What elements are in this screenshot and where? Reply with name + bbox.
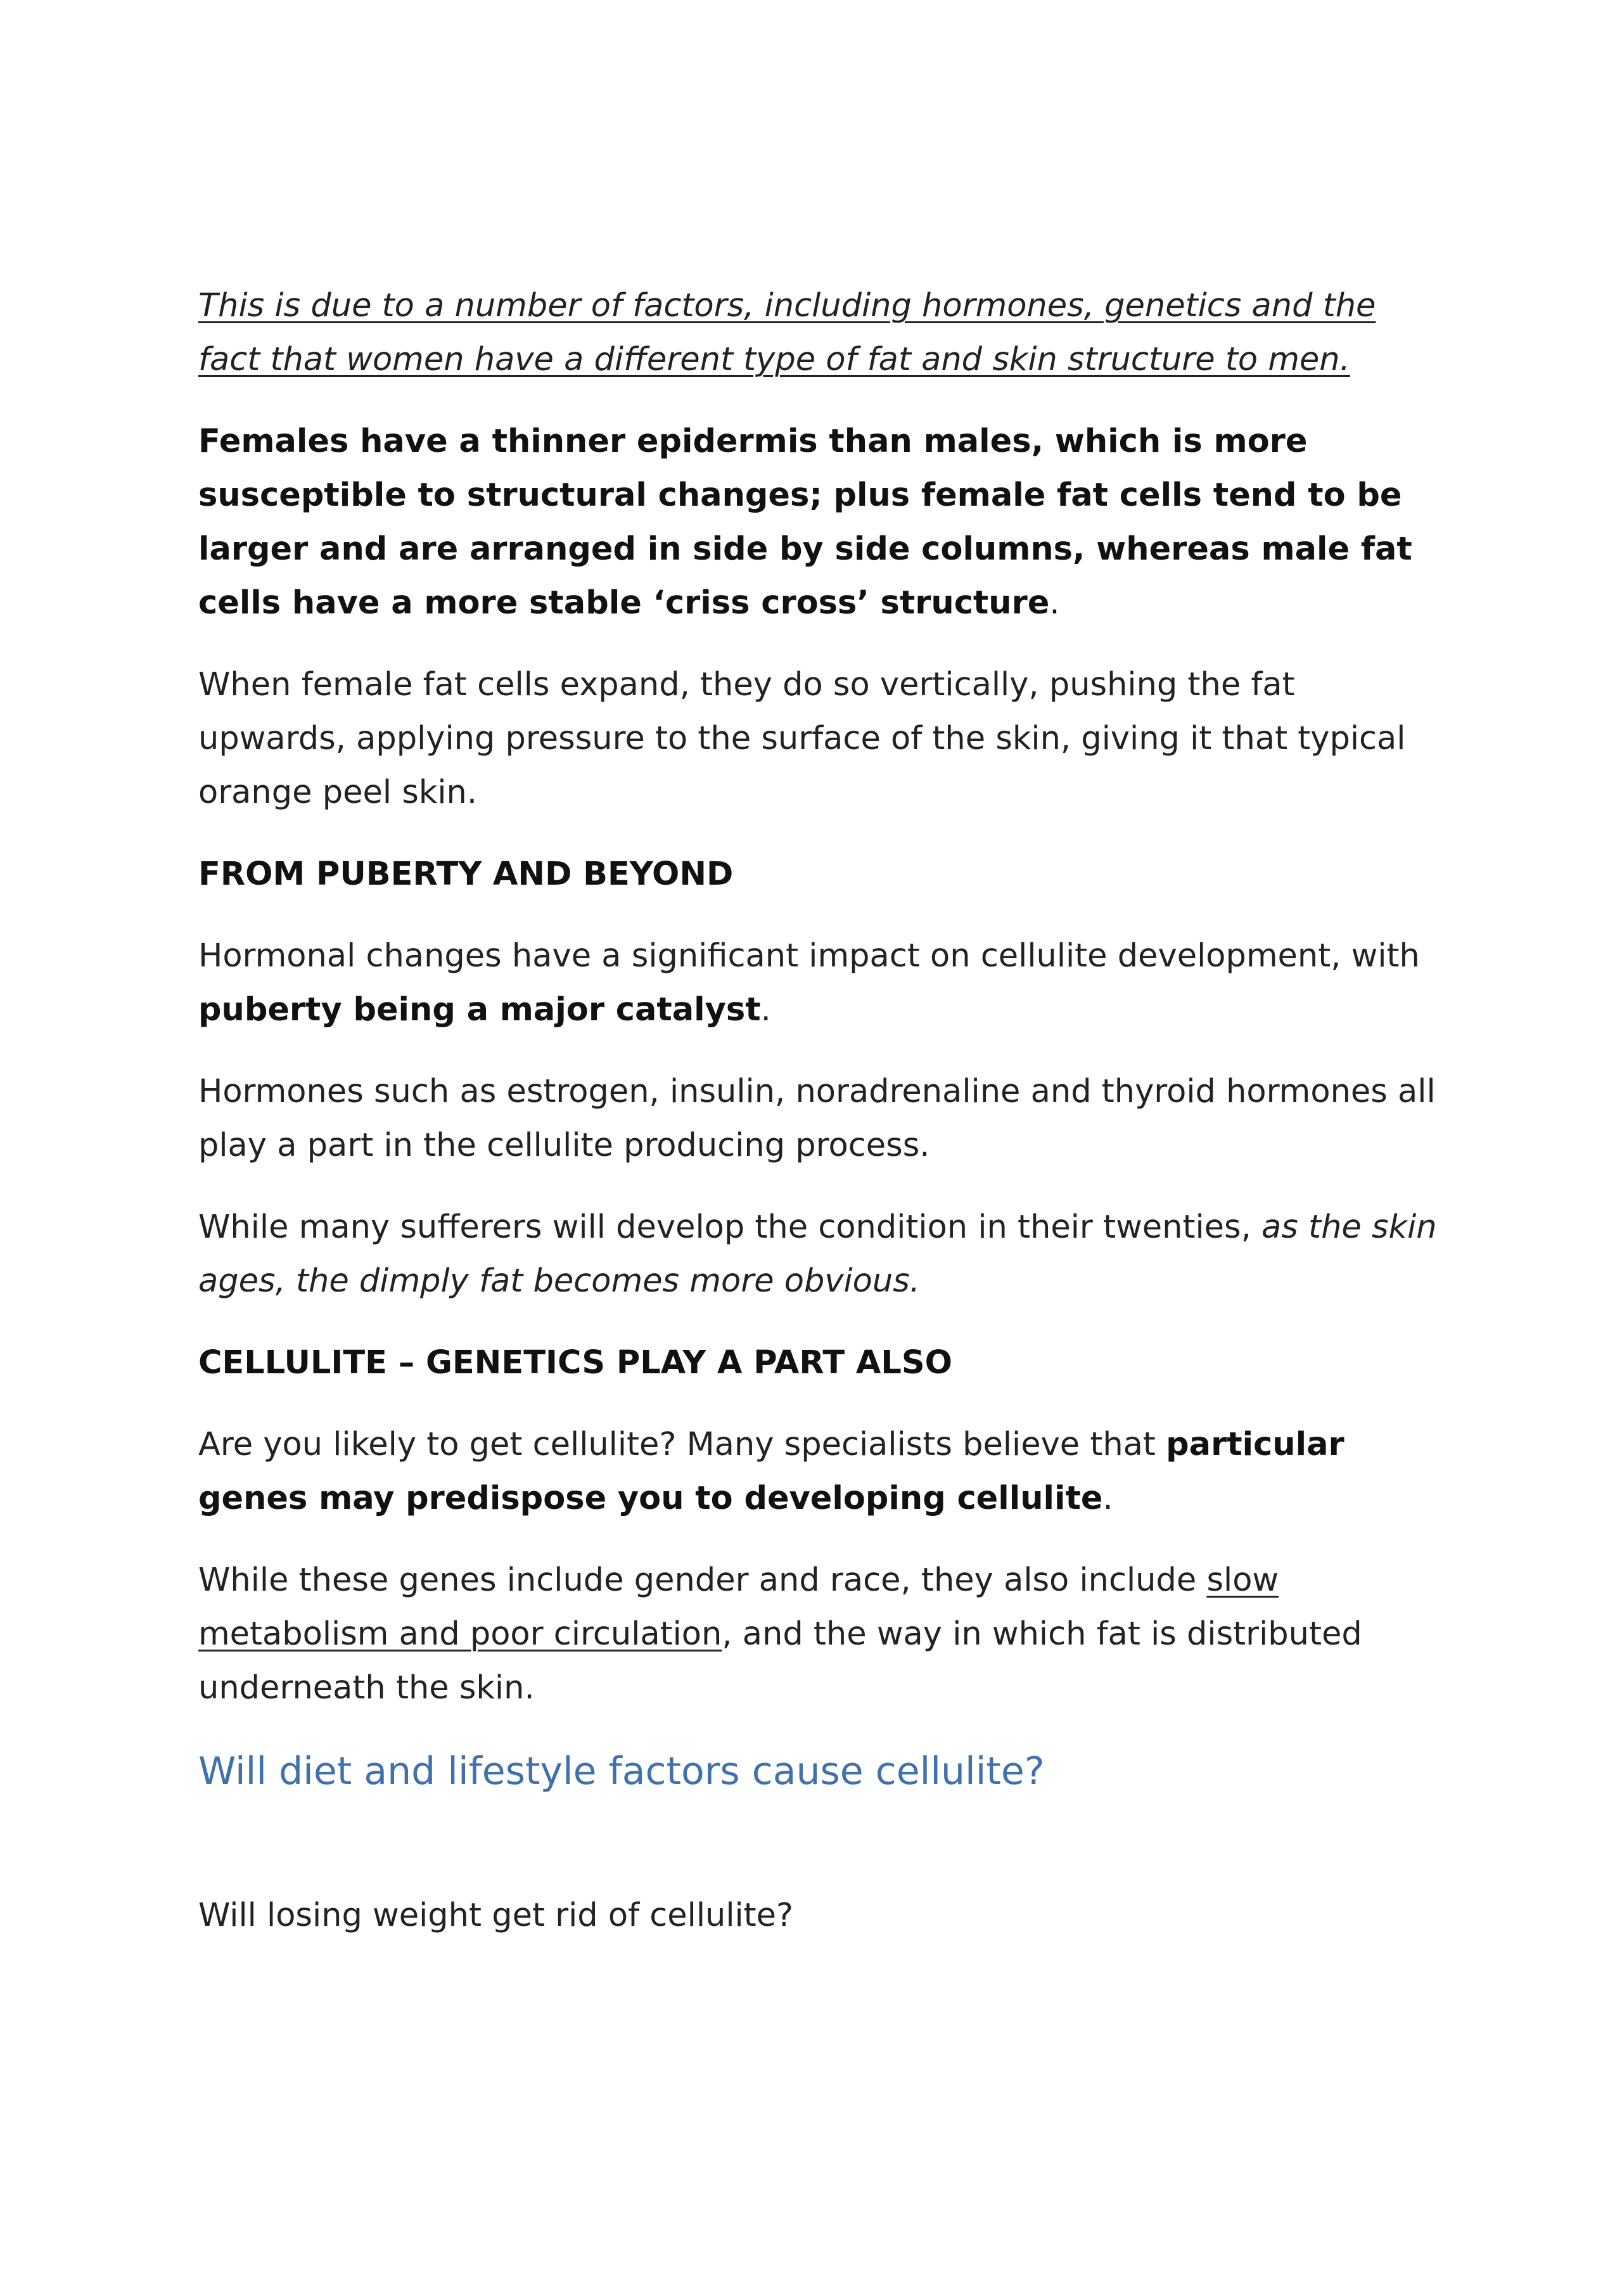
document-body (198, 279, 1446, 1942)
diet-lifestyle-heading-text: Will diet and lifestyle factors cause cellulite? (198, 1749, 1045, 1793)
genetics-heading-text: CELLULITE – GENETICS PLAY A PART ALSO (198, 1344, 952, 1382)
twenties-paragraph (198, 1200, 1446, 1308)
hormonal-text-c: . (760, 991, 771, 1029)
hormonal-paragraph (198, 929, 1446, 1037)
genes-text-a: While these genes include gender and race, they also include (198, 1562, 1207, 1599)
hormones-list-paragraph (198, 1065, 1446, 1172)
likely-paragraph (198, 1418, 1446, 1525)
section-heading-puberty (198, 847, 1446, 901)
weight-loss-paragraph (198, 1889, 1446, 1942)
weight-loss-text: Will losing weight get rid of cellulite? (198, 1897, 794, 1934)
puberty-heading-text: FROM PUBERTY AND BEYOND (198, 856, 734, 893)
genes-text-c: , and the way in which fat is distributed underneath the skin. (198, 1615, 1362, 1707)
epidermis-text: Females have a thinner epidermis than males, which is more susceptible to structural changes; plus female fat cells tend to be larger and are arranged in side by side columns, whereas male fat cells have a more stable ‘criss cross’ structure (198, 423, 1412, 622)
epidermis-period: . (1049, 584, 1060, 622)
genes-text-underlined: slow metabolism and poor circulation (198, 1562, 1279, 1653)
likely-text-c: . (1102, 1480, 1113, 1517)
hormones-list-text: Hormones such as estrogen, insulin, noradrenaline and thyroid hormones all play a part in the cellulite producing process. (198, 1073, 1436, 1164)
intro-text: This is due to a number of factors, including hormones, genetics and the fact that women have a different type of fat and skin structure to men. (198, 287, 1376, 378)
epidermis-paragraph (198, 414, 1446, 630)
fat-cells-text: When female fat cells expand, they do so vertically, pushing the fat upwards, applying pressure to the surface of the skin, giving it that typical orange peel skin. (198, 666, 1406, 811)
likely-text-a: Are you likely to get cellulite? Many specialists believe that (198, 1426, 1166, 1463)
hormonal-text-a: Hormonal changes have a significant impact on cellulite development, with (198, 937, 1420, 975)
twenties-text-a: While many sufferers will develop the condition in their twenties, (198, 1209, 1262, 1246)
section-heading-genetics (198, 1336, 1446, 1390)
likely-text-bold: particular genes may predispose you to developing cellulite (198, 1426, 1344, 1517)
hormonal-text-bold: puberty being a major catalyst (198, 991, 761, 1029)
intro-paragraph (198, 279, 1446, 387)
fat-cells-paragraph (198, 658, 1446, 819)
diet-lifestyle-heading (198, 1743, 1446, 1800)
twenties-text-italic: as the skin ages, the dimply fat becomes more obvious. (198, 1209, 1437, 1300)
genes-paragraph (198, 1553, 1446, 1715)
